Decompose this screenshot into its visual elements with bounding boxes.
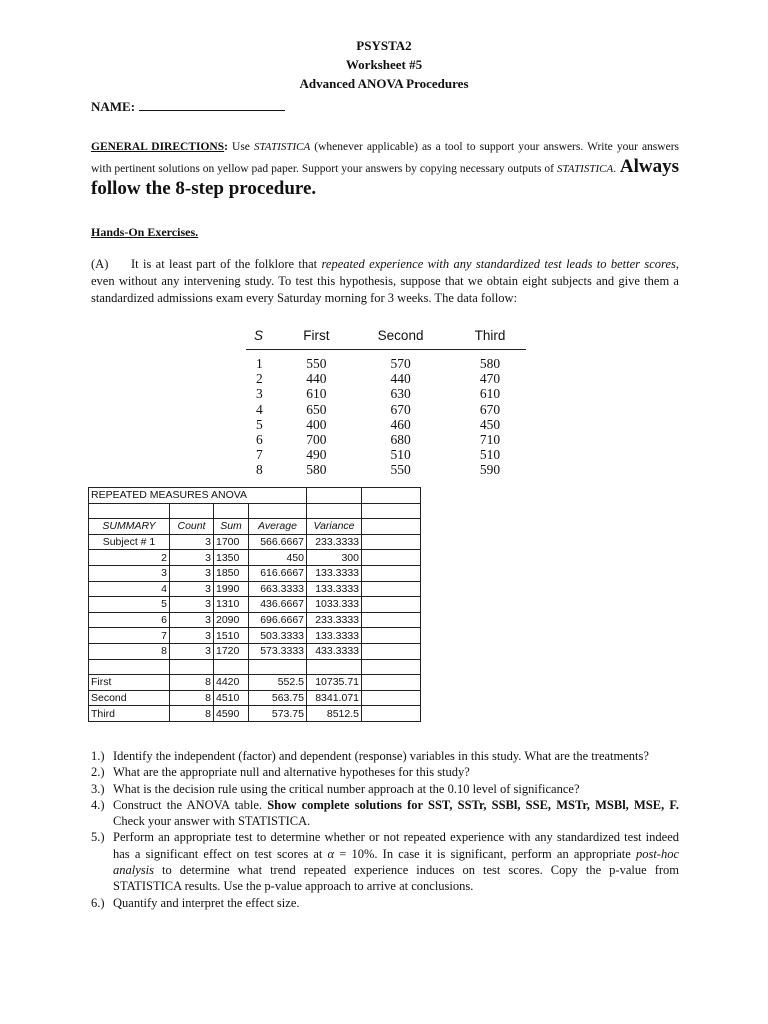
data-cell: 450 — [479, 416, 501, 432]
count-cell: 8 — [170, 706, 214, 722]
subject-label: 7 — [89, 628, 170, 644]
data-row — [246, 417, 526, 432]
average-cell: 450 — [249, 550, 307, 566]
anova-cell — [362, 659, 421, 675]
anova-cell — [307, 488, 362, 504]
count-cell: 3 — [170, 534, 214, 550]
question-text — [113, 748, 679, 764]
anova-row — [89, 675, 421, 691]
variance-cell: 133.3333 — [307, 565, 362, 581]
question-text — [113, 797, 679, 830]
anova-row — [89, 534, 421, 550]
question-number: 2.) — [91, 765, 105, 780]
question-text-part: Check your answer with STATISTICA. — [113, 814, 311, 829]
count-cell: 8 — [170, 690, 214, 706]
directions-text-2: (whenever applicable) as a tool to support your answers. Write your answers with pertinent solutions on yellow pad paper. Support your answers by copying necessary outputs of — [91, 141, 679, 175]
question-number: 6.) — [91, 895, 105, 910]
data-cell: 610 — [479, 386, 501, 402]
anova-row — [89, 690, 421, 706]
average-cell: 566.6667 — [249, 534, 307, 550]
subject-label: 4 — [89, 581, 170, 597]
data-cell: 4 — [256, 401, 263, 417]
variance-cell: 433.3333 — [307, 643, 362, 659]
statistica-name: STATISTICA — [253, 141, 311, 153]
problem-text-2: , even without any intervening study. To test this hypothesis, suppose that we obtain eight subjects and give them a standardized admissions exam every Saturday morning for 3 weeks. The data follow: — [91, 257, 679, 305]
question-text — [113, 764, 679, 780]
data-row — [246, 462, 526, 477]
anova-cell — [362, 675, 421, 691]
data-cell: 680 — [390, 432, 411, 448]
data-row — [246, 386, 526, 401]
subject-label: 2 — [89, 550, 170, 566]
anova-cell — [89, 659, 170, 675]
data-cell: 550 — [306, 356, 327, 371]
data-cell: 590 — [479, 462, 501, 478]
problem-text-1: It is at least part of the folklore that — [131, 257, 322, 271]
worksheet-title: Advanced ANOVA Procedures — [299, 76, 469, 91]
question-number: 3.) — [91, 781, 105, 796]
variance-cell: 1033.333 — [307, 597, 362, 613]
variance-cell: 233.3333 — [307, 612, 362, 628]
sum-cell: 4590 — [214, 706, 249, 722]
anova-cell — [362, 519, 421, 535]
data-cell: 400 — [306, 416, 327, 432]
anova-cell — [170, 503, 214, 519]
question-text-part: What are the appropriate null and alternative hypotheses for this study? — [113, 765, 470, 780]
count-cell: 3 — [170, 565, 214, 581]
data-col-header: Third — [454, 328, 526, 350]
data-cell: 510 — [479, 447, 501, 463]
anova-summary-table — [88, 487, 421, 722]
worksheet-number: Worksheet #5 — [345, 57, 423, 72]
sum-cell: 1850 — [214, 565, 249, 581]
anova-cell — [362, 581, 421, 597]
anova-cell — [362, 612, 421, 628]
anova-cell — [362, 628, 421, 644]
question-text-part: What is the decision rule using the critical number approach at the 0.10 level of significance? — [113, 781, 580, 796]
question-text-part: to determine what trend repeated experience induces on test scores. Copy the p-value from STATISTICA results. Use the p-value approach to arrive at conclusions. — [113, 863, 679, 894]
question-text-part: Quantify and interpret the effect size. — [113, 895, 300, 910]
treatment-label: Second — [89, 690, 170, 706]
variance-cell: 8512.5 — [307, 706, 362, 722]
problem-label: (A) — [91, 257, 109, 271]
variance-cell: 300 — [307, 550, 362, 566]
summary-header: Variance — [307, 519, 362, 535]
anova-cell — [362, 488, 421, 504]
data-cell: 580 — [306, 462, 327, 478]
data-cell: 440 — [306, 371, 327, 387]
question-item — [91, 764, 679, 780]
anova-row — [89, 519, 421, 535]
subject-label: 8 — [89, 643, 170, 659]
data-row — [246, 371, 526, 386]
subject-label: 3 — [89, 565, 170, 581]
problem-italic: repeated experience with any standardized test leads to better scores — [321, 257, 676, 271]
count-cell: 3 — [170, 628, 214, 644]
subject-label: Subject # 1 — [89, 534, 170, 550]
anova-cell — [362, 565, 421, 581]
anova-row — [89, 597, 421, 613]
average-cell: 696.6667 — [249, 612, 307, 628]
data-cell: 2 — [256, 371, 263, 387]
data-cell: 440 — [390, 371, 411, 387]
sum-cell: 1700 — [214, 534, 249, 550]
data-cell: 510 — [390, 447, 411, 463]
statistica-name-2: STATISTICA — [556, 163, 614, 175]
question-item — [91, 895, 679, 911]
anova-title: REPEATED MEASURES ANOVA — [89, 488, 307, 504]
data-cell: 1 — [256, 356, 263, 371]
anova-cell — [362, 550, 421, 566]
average-cell: 573.3333 — [249, 643, 307, 659]
average-cell: 663.3333 — [249, 581, 307, 597]
question-text — [113, 895, 679, 911]
count-cell: 3 — [170, 597, 214, 613]
directions-period: . — [613, 163, 617, 175]
sum-cell: 4510 — [214, 690, 249, 706]
general-directions — [91, 138, 679, 201]
question-number: 5.) — [91, 830, 105, 845]
sum-cell: 2090 — [214, 612, 249, 628]
variance-cell: 8341.071 — [307, 690, 362, 706]
variance-cell: 133.3333 — [307, 628, 362, 644]
data-col-header: First — [286, 328, 347, 350]
anova-cell — [362, 706, 421, 722]
summary-header: SUMMARY — [89, 519, 170, 535]
treatment-label: First — [89, 675, 170, 691]
anova-cell — [249, 659, 307, 675]
question-text-part: Perform an appropriate test to determine whether or not repeated experience with any standardized test indeed has a significant effect on test scores at — [113, 830, 679, 861]
anova-cell — [362, 643, 421, 659]
anova-cell — [307, 503, 362, 519]
directions-colon: : — [224, 141, 228, 153]
sum-cell: 1720 — [214, 643, 249, 659]
anova-row — [89, 550, 421, 566]
question-item — [91, 748, 679, 764]
data-cell: 490 — [306, 447, 327, 463]
data-cell: 610 — [306, 386, 327, 402]
data-cell: 550 — [390, 462, 411, 478]
data-cell: 470 — [479, 371, 501, 387]
average-cell: 503.3333 — [249, 628, 307, 644]
treatment-label: Third — [89, 706, 170, 722]
sum-cell: 4420 — [214, 675, 249, 691]
data-table — [246, 328, 526, 478]
count-cell: 3 — [170, 550, 214, 566]
name-field — [91, 98, 285, 115]
subject-label: 5 — [89, 597, 170, 613]
summary-header: Average — [249, 519, 307, 535]
anova-cell — [249, 503, 307, 519]
data-row — [246, 447, 526, 462]
data-col-header: Second — [347, 328, 454, 350]
data-col-header: S — [246, 328, 286, 350]
summary-header: Count — [170, 519, 214, 535]
count-cell: 3 — [170, 643, 214, 659]
variance-cell: 233.3333 — [307, 534, 362, 550]
course-code: PSYSTA2 — [356, 38, 412, 53]
anova-cell — [170, 659, 214, 675]
data-row — [246, 350, 526, 372]
question-number: 4.) — [91, 797, 105, 812]
anova-row — [89, 706, 421, 722]
data-cell: 580 — [479, 356, 501, 371]
always-follow-note: Always follow the 8-step procedure. — [91, 156, 679, 199]
data-row — [246, 432, 526, 447]
average-cell: 436.6667 — [249, 597, 307, 613]
summary-header: Sum — [214, 519, 249, 535]
anova-row — [89, 628, 421, 644]
question-item — [91, 797, 679, 830]
anova-cell — [214, 659, 249, 675]
data-cell: 630 — [390, 386, 411, 402]
data-cell: 710 — [479, 432, 501, 448]
question-number: 1.) — [91, 749, 105, 763]
hands-on-title: Hands-On Exercises. — [91, 225, 199, 239]
sum-cell: 1510 — [214, 628, 249, 644]
anova-row — [89, 581, 421, 597]
count-cell: 8 — [170, 675, 214, 691]
sum-cell: 1350 — [214, 550, 249, 566]
data-cell: 570 — [390, 356, 411, 371]
question-text-part: = 10%. In case it is significant, perform an appropriate — [334, 846, 636, 861]
count-cell: 3 — [170, 612, 214, 628]
problem-a — [91, 256, 679, 307]
directions-text-1: Use — [227, 141, 254, 153]
data-cell: 670 — [390, 401, 411, 417]
question-text-part: post-hoc analysis — [113, 846, 680, 878]
question-text — [113, 829, 679, 894]
data-cell: 700 — [306, 432, 327, 448]
question-item — [91, 829, 679, 894]
name-label: NAME: — [91, 99, 136, 114]
data-cell: 5 — [256, 416, 263, 432]
anova-cell — [89, 503, 170, 519]
subject-label: 6 — [89, 612, 170, 628]
anova-row — [89, 503, 421, 519]
data-cell: 670 — [479, 401, 501, 417]
anova-cell — [362, 597, 421, 613]
question-text-part: Identify the independent (factor) and dependent (response) variables in this study. What are the treatments? — [113, 749, 649, 763]
questions-list — [91, 748, 679, 911]
data-cell: 650 — [306, 401, 327, 417]
sum-cell: 1310 — [214, 597, 249, 613]
anova-row — [89, 659, 421, 675]
question-item — [91, 781, 679, 797]
average-cell: 616.6667 — [249, 565, 307, 581]
data-cell: 8 — [256, 462, 263, 478]
anova-cell — [307, 659, 362, 675]
average-cell: 573.75 — [249, 706, 307, 722]
data-row — [246, 402, 526, 417]
count-cell: 3 — [170, 581, 214, 597]
variance-cell: 10735.71 — [307, 675, 362, 691]
anova-cell — [362, 690, 421, 706]
data-cell: 6 — [256, 432, 263, 448]
anova-cell — [362, 534, 421, 550]
data-cell: 3 — [256, 386, 263, 402]
variance-cell: 133.3333 — [307, 581, 362, 597]
average-cell: 552.5 — [249, 675, 307, 691]
data-cell: 460 — [390, 416, 411, 432]
anova-row — [89, 488, 421, 504]
anova-cell — [362, 503, 421, 519]
directions-label: GENERAL DIRECTIONS — [91, 141, 225, 153]
anova-cell — [214, 503, 249, 519]
question-text-part: Construct the ANOVA table. — [113, 797, 268, 812]
anova-row — [89, 643, 421, 659]
question-text-part: Show complete solutions for SST, SSTr, SSBl, SSE, MSTr, MSBl, MSE, F. — [267, 797, 679, 812]
sum-cell: 1990 — [214, 581, 249, 597]
question-text-part: α — [327, 846, 335, 861]
anova-row — [89, 612, 421, 628]
question-text — [113, 781, 679, 797]
name-blank-line — [139, 98, 285, 111]
data-cell: 7 — [256, 447, 263, 463]
document-header — [0, 36, 768, 93]
anova-row — [89, 565, 421, 581]
average-cell: 563.75 — [249, 690, 307, 706]
